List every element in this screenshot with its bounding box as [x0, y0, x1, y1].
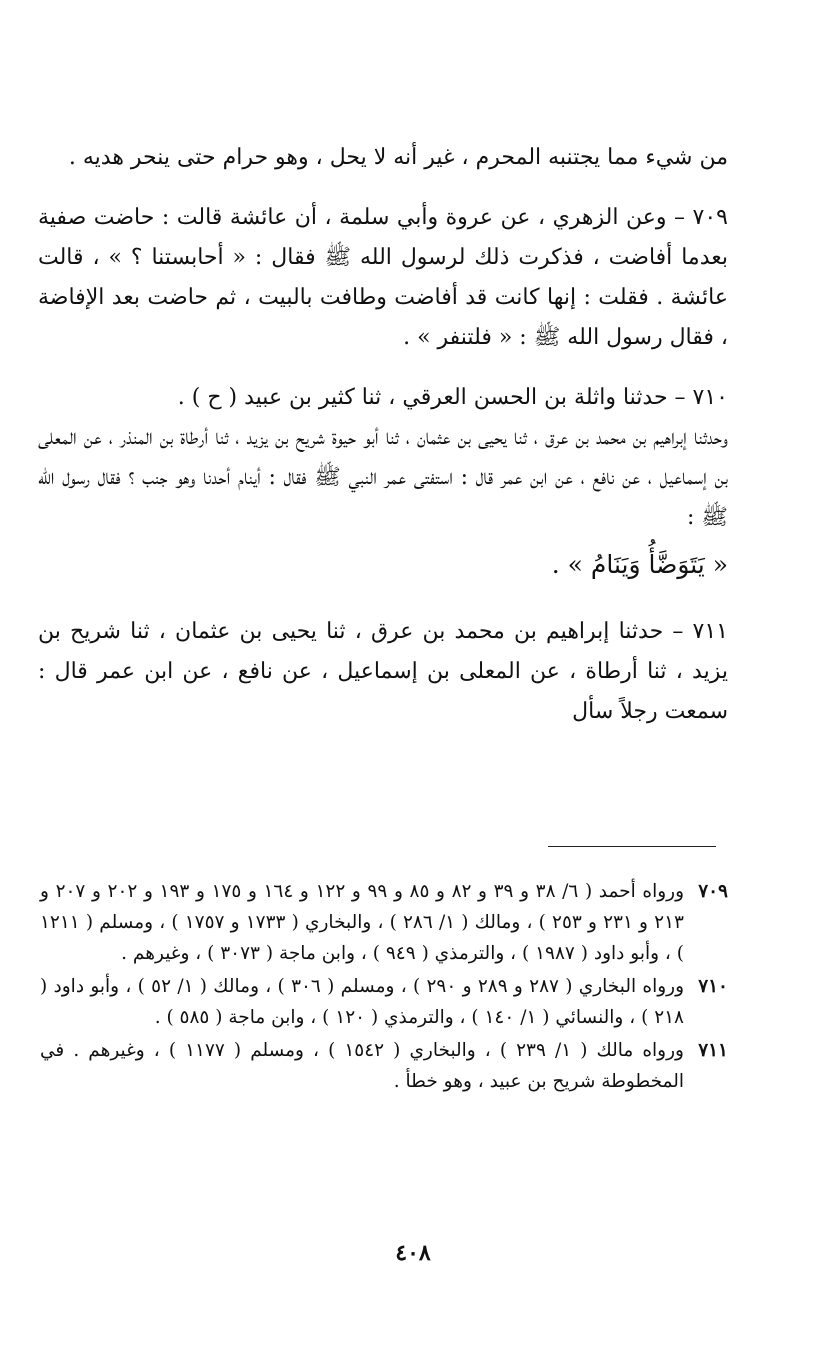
- hadith-710-quote: « يَتَوَضَّأُ وَيَنَامُ » .: [551, 550, 728, 579]
- footnote-text: ورواه البخاري ( ٢٨٧ و ٢٨٩ و ٢٩٠ ) ، ومسلم ( ٣٠٦ ) ، ومالك ( ١/ ٥٢ ) ، وأبو داود ( ٢١٨ ) ، والنسائي ( ١/ ١٤٠ ) ، والترمذي ( ١٢٠ ) ، وابن ماجة ( ٥٨٥ ) .: [40, 976, 685, 1028]
- footnote-number: ٧٠٩: [698, 881, 728, 902]
- footnote-separator: [548, 846, 716, 847]
- footnote-709: [40, 876, 728, 969]
- hadith-711: ٧١١ – حدثنا إبراهيم بن محمد بن عرق ، ثنا يحيى بن عثمان ، ثنا شريح بن يزيد ، ثنا أرطاة ، عن المعلى بن إسماعيل ، عن نافع ، عن ابن عمر قال : سمعت رجلاً سأل: [38, 619, 728, 724]
- main-text: [38, 138, 728, 732]
- footnote-text: ورواه أحمد ( ٦/ ٣٨ و ٣٩ و ٨٢ و ٨٥ و ٩٩ و ١٢٢ و ١٦٤ و ١٧٥ و ١٩٣ و ٢٠٢ و ٢٠٧ و ٢١٣ و ٢٣١ و ٢٥٣ ) ، ومالك ( ١/ ٢٨٦ ) ، والبخاري ( ١٧٣٣ و ١٧٥٧ ) ، ومسلم ( ١٢١١ ) ، وأبو داود ( ١٩٨٧ ) ، والترمذي ( ٩٤٩ ) ، وابن ماجة ( ٣٠٧٣ ) ، وغيرهم .: [40, 881, 685, 964]
- footnote-number: ٧١١: [698, 1040, 728, 1061]
- footnote-text: ورواه مالك ( ١/ ٢٣٩ ) ، والبخاري ( ١٥٤٢ ) ، ومسلم ( ١١٧٧ ) ، وغيرهم . في المخطوطة شريح بن عبيد ، وهو خطأ .: [40, 1040, 684, 1092]
- footnote-711: [40, 1035, 728, 1097]
- hadith-710-text: وحدثنا إبراهيم بن محمد بن عرق ، ثنا يحيى بن عثمان ، ثنا أبو حيوة شريح بن يزيد ، ثنا أرطاة بن المنذر ، عن المعلى بن إسماعيل ، عن نافع ، عن ابن عمر قال : استفتى عمر النبي ﷺ فقال : أينام أحدنا وهو جنب ؟ فقال رسول الله ﷺ :: [38, 425, 728, 530]
- paragraph-continuation: من شيء مما يجتنبه المحرم ، غير أنه لا يحل ، وهو حرام حتى ينحر هديه .: [68, 145, 728, 170]
- footnotes: [40, 876, 728, 1099]
- footnote-710: [40, 971, 728, 1033]
- footnote-number: ٧١٠: [698, 976, 728, 997]
- page-number: ٤٠٨: [395, 1240, 431, 1266]
- hadith-710-chain: ٧١٠ – حدثنا واثلة بن الحسن العرقي ، ثنا كثير بن عبيد ( ح ) .: [177, 385, 728, 410]
- hadith-709: ٧٠٩ – وعن الزهري ، عن عروة وأبي سلمة ، أن عائشة قالت : حاضت صفية بعدما أفاضت ، فذكرت ذلك لرسول الله ﷺ فقال : « أحابستنا ؟ » ، قالت عائشة . فقلت : إنها كانت قد أفاضت وطافت بالبيت ، ثم حاضت بعد الإفاضة ، فقال رسول الله ﷺ : « فلتنفر » .: [38, 205, 728, 350]
